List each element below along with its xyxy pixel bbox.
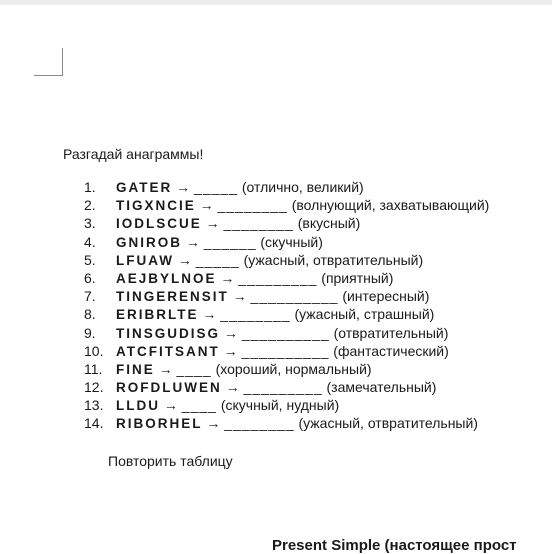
top-toolbar-edge bbox=[0, 0, 552, 5]
anagram-item bbox=[84, 287, 489, 305]
item-number: 13. bbox=[84, 397, 104, 414]
item-number: 7. bbox=[84, 288, 96, 305]
anagram-item bbox=[84, 233, 489, 251]
item-number: 11. bbox=[84, 360, 103, 377]
item-number: 4. bbox=[84, 233, 96, 250]
anagram-word: RIBORHEL bbox=[116, 416, 203, 432]
arrow-icon: → bbox=[225, 379, 240, 396]
answer-blank: _____ bbox=[194, 179, 238, 195]
anagram-list bbox=[84, 178, 489, 433]
anagram-item bbox=[84, 414, 489, 432]
item-number: 2. bbox=[84, 197, 96, 214]
item-number: 8. bbox=[84, 306, 96, 323]
anagram-word: TINSGUDISG bbox=[116, 325, 221, 341]
anagram-word: ATCFITSANT bbox=[116, 343, 220, 359]
answer-blank: _________ bbox=[238, 269, 318, 286]
item-number: 14. bbox=[84, 415, 104, 432]
translation-hint: (ужасный, отвратительный) bbox=[298, 415, 478, 432]
answer-blank: __________ bbox=[241, 324, 330, 341]
arrow-icon: → bbox=[177, 251, 192, 268]
anagram-item bbox=[84, 305, 489, 323]
arrow-icon: → bbox=[199, 197, 214, 214]
anagram-word: IODLSCUE bbox=[116, 216, 202, 232]
arrow-icon: → bbox=[185, 233, 200, 250]
item-number: 10. bbox=[84, 342, 104, 359]
arrow-icon: → bbox=[163, 397, 178, 414]
answer-blank: __________ bbox=[241, 342, 330, 359]
arrow-icon: → bbox=[220, 269, 235, 286]
answer-blank: _____ bbox=[195, 251, 240, 268]
anagram-word: AEJBYLNOE bbox=[116, 270, 217, 286]
anagram-word: LFUAW bbox=[116, 252, 174, 268]
anagram-item bbox=[84, 396, 489, 414]
item-number: 9. bbox=[84, 324, 96, 341]
translation-hint: (отлично, великий) bbox=[241, 179, 364, 195]
anagram-item bbox=[84, 214, 489, 232]
anagram-item bbox=[84, 269, 489, 287]
translation-hint: (отвратительный) bbox=[333, 324, 449, 341]
arrow-icon: → bbox=[206, 415, 221, 432]
anagram-item bbox=[84, 360, 489, 378]
next-section-title: Present Simple (настоящее прост bbox=[272, 537, 517, 554]
translation-hint: (интересный) bbox=[342, 288, 430, 305]
anagram-word: LLDU bbox=[116, 398, 160, 414]
translation-hint: (замечательный) bbox=[326, 379, 437, 396]
answer-blank: ____ bbox=[176, 360, 212, 377]
translation-hint: (ужасный, страшный) bbox=[294, 306, 435, 323]
anagram-item bbox=[84, 196, 489, 214]
anagram-item bbox=[84, 178, 489, 196]
arrow-icon: → bbox=[223, 324, 238, 341]
answer-blank: ________ bbox=[224, 415, 295, 432]
anagram-word: GATER bbox=[116, 180, 173, 195]
page-margin-marker bbox=[34, 75, 62, 76]
translation-hint: (вкусный) bbox=[297, 215, 361, 232]
translation-hint: (волнующий, захватывающий) bbox=[291, 197, 490, 214]
exercise-heading: Разгадай анаграммы! bbox=[63, 146, 204, 162]
arrow-icon: → bbox=[176, 179, 191, 195]
anagram-word: TIGXNCIE bbox=[116, 198, 196, 214]
translation-hint: (скучный, нудный) bbox=[220, 397, 340, 414]
anagram-word: TINGERENSIT bbox=[116, 289, 229, 305]
arrow-icon: → bbox=[205, 215, 220, 232]
item-number: 12. bbox=[84, 379, 104, 396]
answer-blank: ________ bbox=[217, 197, 288, 214]
anagram-word: ROFDLUWEN bbox=[116, 380, 222, 396]
arrow-icon: → bbox=[223, 342, 238, 359]
answer-blank: ______ bbox=[203, 233, 257, 250]
answer-blank: _________ bbox=[243, 379, 323, 396]
item-number: 3. bbox=[84, 215, 96, 232]
translation-hint: (скучный) bbox=[260, 233, 323, 250]
page-margin-marker-vertical bbox=[62, 48, 63, 76]
answer-blank: ____ bbox=[181, 397, 217, 414]
item-number: 5. bbox=[84, 251, 96, 268]
anagram-item bbox=[84, 324, 489, 342]
answer-blank: __________ bbox=[250, 288, 339, 305]
anagram-item bbox=[84, 342, 489, 360]
answer-blank: ________ bbox=[220, 306, 291, 323]
translation-hint: (приятный) bbox=[321, 269, 394, 286]
item-number: 6. bbox=[84, 269, 96, 286]
anagram-word: FINE bbox=[116, 361, 155, 377]
repeat-table-text: Повторить таблицу bbox=[108, 453, 233, 469]
translation-hint: (фантастический) bbox=[333, 342, 449, 359]
translation-hint: (ужасный, отвратительный) bbox=[243, 251, 424, 268]
anagram-word: ERIBRLTE bbox=[116, 307, 199, 323]
anagram-item bbox=[84, 378, 489, 396]
translation-hint: (хороший, нормальный) bbox=[215, 360, 372, 377]
answer-blank: ________ bbox=[223, 215, 294, 232]
arrow-icon: → bbox=[158, 360, 173, 377]
arrow-icon: → bbox=[232, 288, 247, 305]
item-number: 1. bbox=[84, 179, 96, 195]
arrow-icon: → bbox=[202, 306, 217, 323]
anagram-word: GNIROB bbox=[116, 234, 182, 250]
anagram-item bbox=[84, 251, 489, 269]
